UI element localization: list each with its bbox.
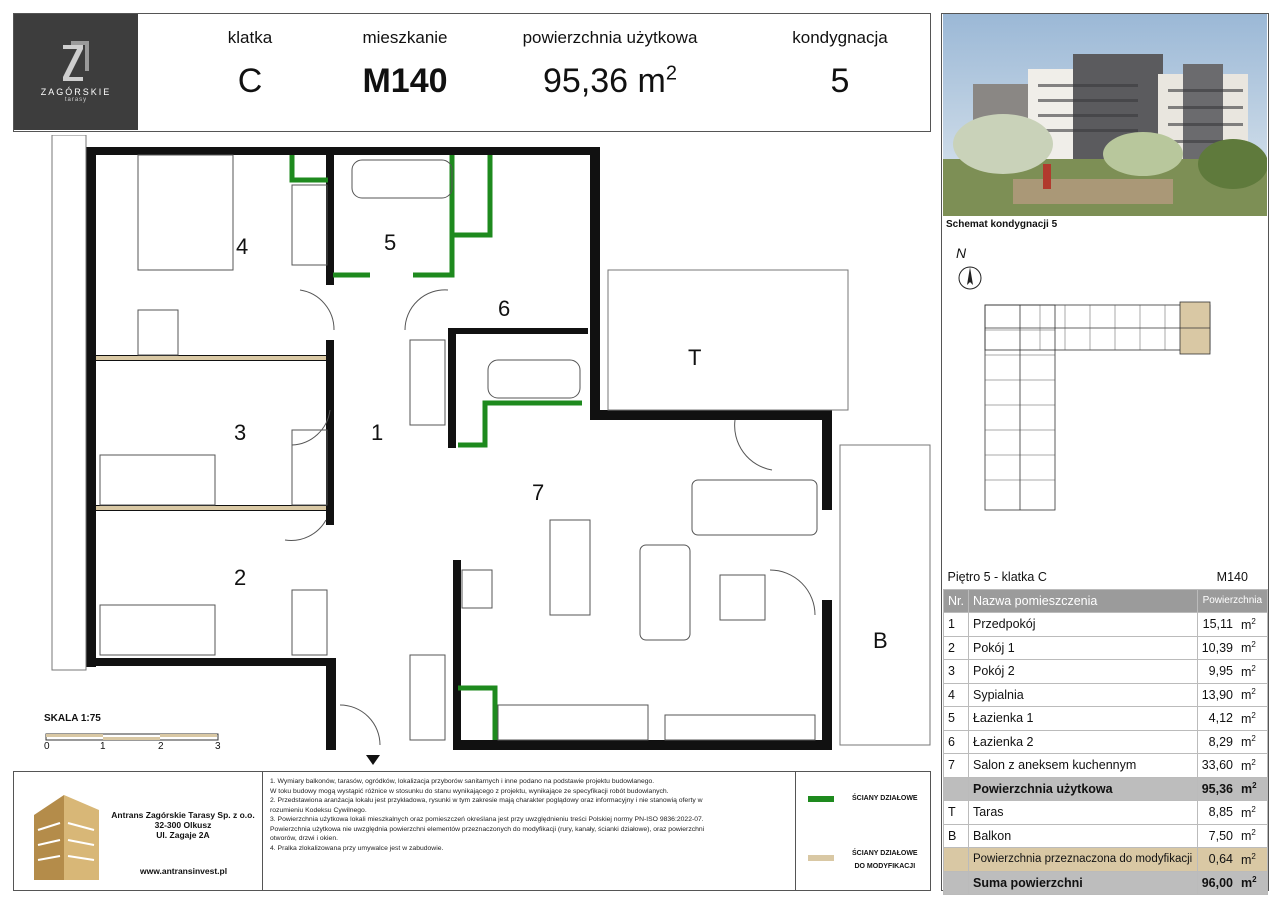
kitchen-counter xyxy=(498,705,648,740)
room-label-3: 3 xyxy=(234,420,247,445)
row-nr: 7 xyxy=(944,754,969,778)
usable-area-name: Powierzchnia użytkowa xyxy=(968,777,1197,801)
row-name: Salon z aneksem kuchennym xyxy=(968,754,1197,778)
row-name: Sypialnia xyxy=(968,683,1197,707)
row-unit: m xyxy=(1241,711,1252,726)
row-unit: m xyxy=(1241,617,1252,632)
row-nr: 6 xyxy=(944,730,969,754)
row-nr: T xyxy=(944,801,969,825)
usable-area-unit: m xyxy=(1241,782,1253,797)
mieszkanie-label: mieszkanie xyxy=(362,28,448,47)
note-line: otworów, drzwi i okien. xyxy=(270,835,338,842)
company-web[interactable]: www.antransinvest.pl xyxy=(140,866,228,876)
row-nr: 4 xyxy=(944,683,969,707)
tv-cabinet xyxy=(665,715,815,740)
usable-area-value: 95,36 xyxy=(1197,777,1237,801)
row-sup: 2 xyxy=(1251,757,1256,767)
company-info xyxy=(108,810,258,840)
single-bed xyxy=(100,605,215,655)
row-area: 8,29 xyxy=(1197,730,1237,754)
double-bed xyxy=(138,155,233,270)
row-area: 4,12 xyxy=(1197,707,1237,731)
row-name: Łazienka 2 xyxy=(968,730,1197,754)
zagorskie-logo xyxy=(14,14,138,130)
row-sup: 2 xyxy=(1251,734,1256,744)
note-line: 4. Pralka zlokalizowana przy umywalce jest w zabudowie. xyxy=(270,844,444,852)
powierzchnia-label: powierzchnia użytkowa xyxy=(522,28,698,47)
partition-wall xyxy=(458,688,495,740)
dining-table xyxy=(550,520,590,615)
modification-legend-line2: DO MODYFIKACJI xyxy=(854,863,916,870)
row-sup: 2 xyxy=(1251,616,1256,626)
table-apt: M140 xyxy=(1216,570,1248,585)
wardrobe xyxy=(292,185,327,265)
partition-wall xyxy=(292,155,328,180)
powierzchnia-sup: 2 xyxy=(665,62,677,85)
door-swing xyxy=(770,570,815,615)
divider xyxy=(795,771,796,891)
row-unit: m xyxy=(1241,664,1252,679)
north-arrow-icon xyxy=(957,265,983,291)
partition-wall xyxy=(413,155,452,275)
north-label: N xyxy=(956,245,967,261)
door-swing xyxy=(340,705,380,745)
company-name: Antrans Zagórskie Tarasy Sp. z o.o. xyxy=(111,810,255,820)
wall xyxy=(460,740,832,750)
antrans-logo xyxy=(24,785,114,885)
modification-unit: m xyxy=(1241,852,1252,867)
row-name: Balkon xyxy=(968,824,1197,848)
note-line: Powierzchnia użytkowa nie uwzględnia powierzchni elementów przeznaczonych do modyfikacji (rury, kanały, ścianki działowe), oraz powierzchni xyxy=(270,825,705,833)
floor-plan xyxy=(40,135,940,765)
room-label-5: 5 xyxy=(384,230,397,255)
modification-wall xyxy=(96,506,326,510)
wall xyxy=(453,560,461,750)
door-swing xyxy=(405,290,448,330)
total-name: Suma powierzchni xyxy=(968,871,1197,895)
table-row xyxy=(944,824,1268,848)
row-area: 9,95 xyxy=(1197,660,1237,684)
partition-legend-label: ŚCIANY DZIAŁOWE xyxy=(852,795,918,802)
wardrobe xyxy=(292,590,327,655)
wall xyxy=(86,658,336,666)
row-name: Przedpokój xyxy=(968,613,1197,637)
powierzchnia-value xyxy=(510,62,710,101)
room-label-4: 4 xyxy=(236,234,249,259)
wall xyxy=(86,147,96,667)
row-sup: 2 xyxy=(1251,640,1256,650)
row-nr: 2 xyxy=(944,636,969,660)
company-street: Ul. Zagaje 2A xyxy=(156,830,210,840)
modification-wall xyxy=(96,356,326,360)
head-area: Powierzchnia xyxy=(1197,589,1267,613)
modification-sup: 2 xyxy=(1251,851,1256,861)
row-unit: m xyxy=(1241,688,1252,703)
table-row xyxy=(944,683,1268,707)
row-area: 10,39 xyxy=(1197,636,1237,660)
row-nr: 5 xyxy=(944,707,969,731)
row-sup: 2 xyxy=(1251,828,1256,838)
table-row xyxy=(944,636,1268,660)
total-value: 96,00 xyxy=(1197,871,1237,895)
wall xyxy=(448,328,456,448)
row-unit: m xyxy=(1241,758,1252,773)
row-area: 15,11 xyxy=(1197,613,1237,637)
bathtub xyxy=(352,160,452,198)
powierzchnia-number: 95,36 m xyxy=(543,62,666,100)
room-label-2: 2 xyxy=(234,565,247,590)
row-name: Pokój 1 xyxy=(968,636,1197,660)
row-name: Łazienka 1 xyxy=(968,707,1197,731)
row-unit: m xyxy=(1241,641,1252,656)
room-label-6: 6 xyxy=(498,296,511,321)
row-area: 8,85 xyxy=(1197,801,1237,825)
divider xyxy=(262,771,263,891)
scale-tick-3: 3 xyxy=(215,741,221,752)
wall xyxy=(590,147,600,412)
logo-subtitle: tarasy xyxy=(64,97,88,103)
row-sup: 2 xyxy=(1251,687,1256,697)
table-row xyxy=(944,613,1268,637)
usable-area-sup: 2 xyxy=(1252,781,1257,791)
notes-block xyxy=(270,777,792,853)
partition-wall xyxy=(458,403,582,445)
room-label-b: B xyxy=(873,628,888,653)
row-sup: 2 xyxy=(1251,710,1256,720)
row-sup: 2 xyxy=(1251,663,1256,673)
door-swing xyxy=(735,420,772,470)
window-outline xyxy=(52,135,86,670)
door-swing xyxy=(285,520,326,540)
partition-legend-swatch xyxy=(808,796,834,802)
building-render-image xyxy=(943,14,1267,216)
wall xyxy=(822,410,832,510)
kondygnacja-label: kondygnacja xyxy=(792,28,888,47)
note-line: rozumieniu Kodeksu Cywilnego. xyxy=(270,806,367,814)
table-row xyxy=(944,707,1268,731)
floor-schematic xyxy=(980,290,1225,518)
note-line: 3. Powierzchnia użytkowa lokali mieszkalnych oraz pomieszczeń określana jest przy uwzględnieniu treści Polskiej normy PN-ISO 9836:2022-07. xyxy=(270,816,704,823)
bathtub xyxy=(488,360,580,398)
fridge xyxy=(462,570,492,608)
mieszkanie-value: M140 xyxy=(362,62,448,100)
head-name: Nazwa pomieszczenia xyxy=(968,589,1197,613)
wall xyxy=(290,147,600,155)
logo-name: ZAGÓRSKIE xyxy=(40,87,112,97)
note-line: 1. Wymiary balkonów, tarasów, ogródków, lokalizacja przyborów sanitarnych i inne podano na podstawie projektu budowlanego. xyxy=(270,778,655,785)
modification-legend-swatch xyxy=(808,855,834,861)
total-sup: 2 xyxy=(1252,875,1257,885)
company-zip: 32-300 Olkusz xyxy=(154,820,212,830)
door-swing xyxy=(292,410,330,445)
wall xyxy=(448,328,588,334)
table-row xyxy=(944,754,1268,778)
room-area-table xyxy=(943,566,1268,895)
modification-value: 0,64 xyxy=(1197,848,1237,872)
wall xyxy=(590,410,830,420)
note-line: W toku budowy mogą wystąpić różnice w stosunku do stanu wynikającego z projektu, wynikające ze specyfikacji robót budowlanych. xyxy=(270,787,669,795)
table-title: Piętro 5 - klatka C xyxy=(947,570,1047,585)
row-nr: 1 xyxy=(944,613,969,637)
scale-tick-2: 2 xyxy=(158,741,164,752)
coffee-table xyxy=(720,575,765,620)
cabinet xyxy=(410,340,445,425)
note-line: 2. Przedstawiona aranżacja lokalu jest przykładowa, rysunki w tym zakresie mają charakter poglądowy oraz informacyjny i nie stanowią oferty w xyxy=(270,797,703,804)
scale-label: SKALA 1:75 xyxy=(44,713,101,724)
sofa xyxy=(692,480,817,535)
total-row xyxy=(944,871,1268,895)
cabinet xyxy=(410,655,445,740)
klatka-value: C xyxy=(237,62,263,100)
total-unit: m xyxy=(1241,876,1253,891)
row-nr: 3 xyxy=(944,660,969,684)
room-label-t: T xyxy=(688,345,702,370)
row-unit: m xyxy=(1241,735,1252,750)
klatka-label: klatka xyxy=(227,28,273,47)
row-area: 33,60 xyxy=(1197,754,1237,778)
row-area: 13,90 xyxy=(1197,683,1237,707)
wardrobe xyxy=(292,430,327,505)
modification-legend-label xyxy=(852,847,918,873)
row-area: 7,50 xyxy=(1197,824,1237,848)
wall xyxy=(326,658,336,750)
usable-area-row xyxy=(944,777,1268,801)
partition-wall xyxy=(452,155,490,235)
row-nr: B xyxy=(944,824,969,848)
row-unit: m xyxy=(1241,829,1252,844)
door-swing xyxy=(300,290,334,330)
balcony-outline xyxy=(840,445,930,745)
scale-tick-0: 0 xyxy=(44,741,50,752)
single-bed xyxy=(100,455,215,505)
modification-legend-line1: ŚCIANY DZIAŁOWE xyxy=(852,850,918,857)
modification-name: Powierzchnia przeznaczona do modyfikacji xyxy=(968,848,1197,872)
schemat-caption: Schemat kondygnacji 5 xyxy=(946,219,1058,230)
row-name: Taras xyxy=(968,801,1197,825)
kondygnacja-value: 5 xyxy=(830,62,850,100)
modification-row xyxy=(944,848,1268,872)
entrance-marker-icon xyxy=(366,755,380,765)
table-row xyxy=(944,660,1268,684)
row-unit: m xyxy=(1241,805,1252,820)
scale-bar xyxy=(44,732,224,742)
table-row xyxy=(944,730,1268,754)
head-nr: Nr. xyxy=(944,589,969,613)
table-row xyxy=(944,801,1268,825)
terrace-outline xyxy=(608,270,848,410)
row-name: Pokój 2 xyxy=(968,660,1197,684)
scale-tick-1: 1 xyxy=(100,741,106,752)
room-label-1: 1 xyxy=(371,420,384,445)
row-sup: 2 xyxy=(1251,804,1256,814)
building-logo-icon xyxy=(59,41,93,81)
wall xyxy=(822,600,832,750)
sofa xyxy=(640,545,690,640)
room-label-7: 7 xyxy=(532,480,545,505)
desk xyxy=(138,310,178,355)
